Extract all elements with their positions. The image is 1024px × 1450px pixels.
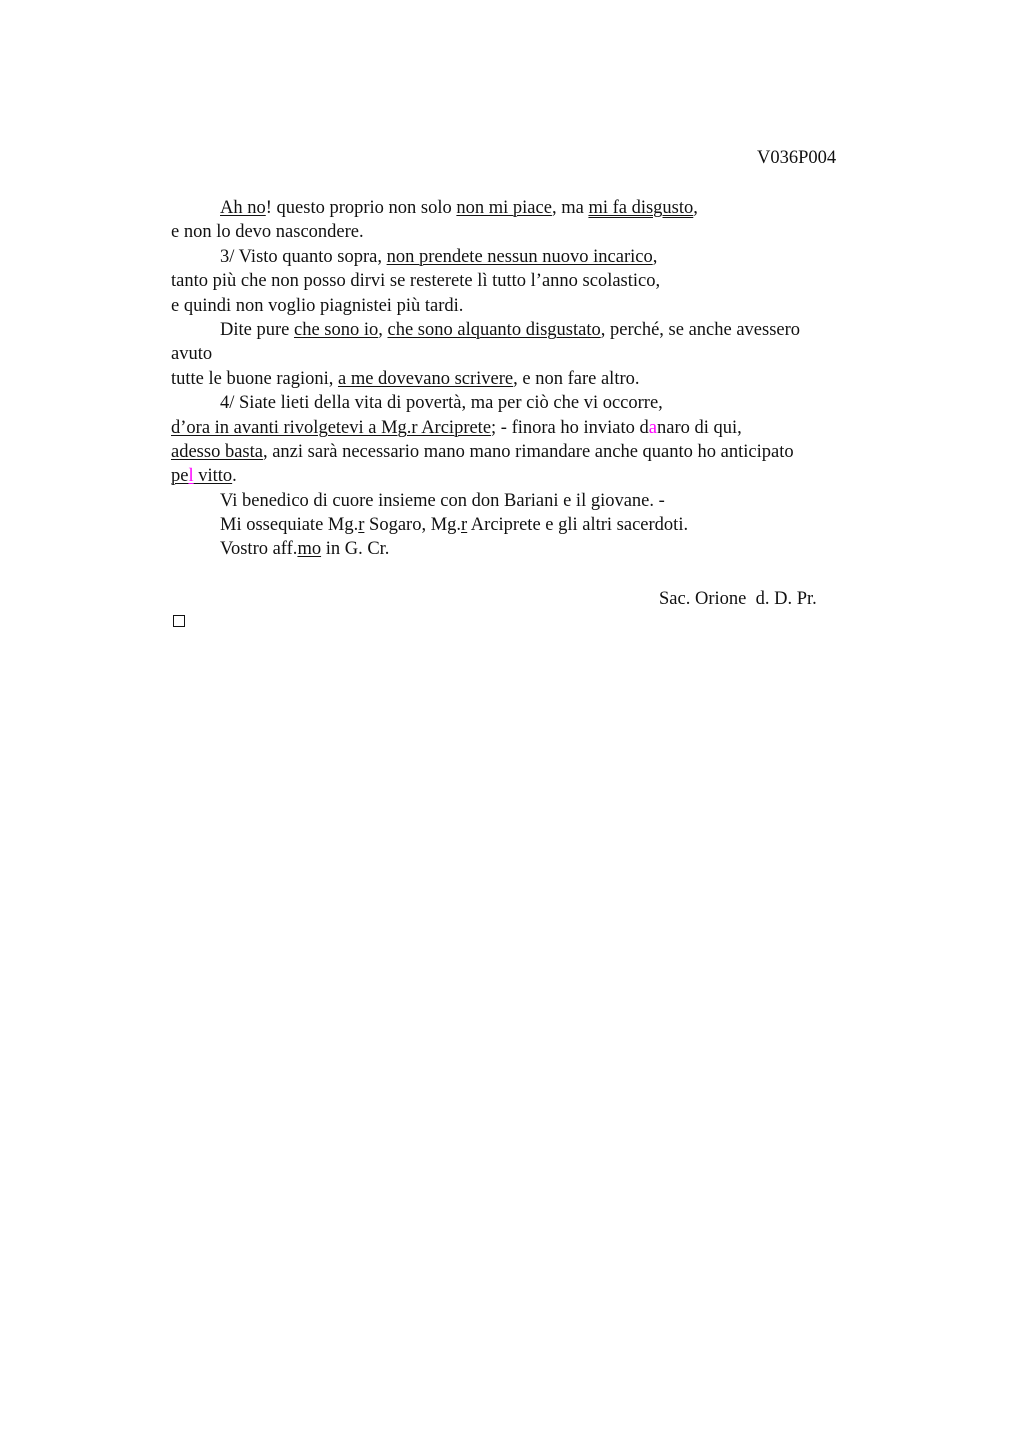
text-segment: ; - finora ho inviato d	[491, 417, 649, 438]
text-segment: , e non fare altro.	[513, 368, 640, 389]
underlined-text: d’ora in avanti rivolgetevi a Mg.r Arciprete	[171, 417, 492, 438]
underlined-text: r	[358, 515, 365, 536]
text-segment: , perché, se anche avessero	[600, 319, 801, 340]
text-segment: .	[232, 466, 237, 487]
text-segment: in G. Cr.	[321, 539, 390, 560]
underlined-text: mo	[297, 539, 322, 560]
underlined-text: pe	[171, 466, 189, 487]
text-line	[171, 342, 891, 366]
underlined-text: non mi piace	[456, 198, 552, 218]
text-segment: 3/ Visto quanto sopra,	[220, 246, 387, 267]
text-line	[171, 391, 891, 415]
text-line	[171, 489, 891, 513]
text-segment: ,	[652, 246, 658, 267]
text-line	[171, 245, 891, 269]
underlined-text: adesso basta	[171, 441, 263, 462]
text-segment: Vi benedico di cuore insieme con don Bariani e il giovane. -	[220, 490, 665, 511]
text-line	[171, 513, 891, 537]
underlined-text: che sono alquanto disgustato	[387, 319, 601, 340]
text-line	[171, 537, 891, 561]
text-segment: avuto	[171, 344, 213, 365]
letter-body	[171, 196, 891, 562]
page-id: V036P004	[757, 148, 837, 168]
text-segment: Dite pure	[220, 319, 294, 340]
underlined-text: a me dovevano scrivere	[337, 368, 514, 389]
underlined-text: mi fa disgusto	[588, 198, 694, 218]
text-line	[171, 269, 891, 293]
text-segment: naro di qui,	[657, 417, 742, 438]
underlined-text: l	[188, 466, 194, 487]
text-segment: tutte le buone ragioni,	[171, 368, 338, 389]
text-line	[171, 416, 891, 440]
text-segment: ! questo proprio non solo	[265, 198, 457, 218]
text-segment: Mi ossequiate Mg.	[220, 515, 359, 536]
text-segment: Arciprete e gli altri sacerdoti.	[467, 515, 689, 536]
text-line	[171, 464, 891, 488]
text-segment: 4/ Siate lieti della vita di povertà, ma per ciò che vi occorre,	[220, 393, 663, 414]
text-line	[171, 196, 891, 220]
text-segment: , anzi sarà necessario mano mano rimandare anche quanto ho anticipato	[262, 441, 794, 462]
underlined-text: r	[461, 515, 468, 536]
text-segment: a	[648, 417, 657, 438]
text-segment: , ma	[551, 198, 589, 218]
underlined-text: Ah no	[220, 198, 266, 218]
text-line	[171, 294, 891, 318]
underlined-text: che sono io	[293, 319, 379, 340]
signature: Sac. Orione d. D. Pr.	[659, 589, 817, 609]
text-line	[171, 318, 891, 342]
text-segment: ,	[378, 319, 388, 340]
text-segment: e quindi non voglio piagnistei più tardi.	[171, 295, 464, 316]
underlined-text: vitto	[193, 466, 233, 487]
text-line	[171, 367, 891, 391]
text-segment: Vostro aff.	[220, 539, 298, 560]
underlined-text: non prendete nessun nuovo incarico	[386, 246, 653, 267]
end-mark-box	[173, 615, 185, 627]
text-segment: e non lo devo nascondere.	[171, 222, 364, 243]
text-segment: Sogaro, Mg.	[364, 515, 462, 536]
text-line	[171, 220, 891, 244]
text-segment: ,	[693, 198, 698, 218]
text-line	[171, 440, 891, 464]
text-segment: tanto più che non posso dirvi se resterete lì tutto l’anno scolastico,	[171, 271, 661, 292]
